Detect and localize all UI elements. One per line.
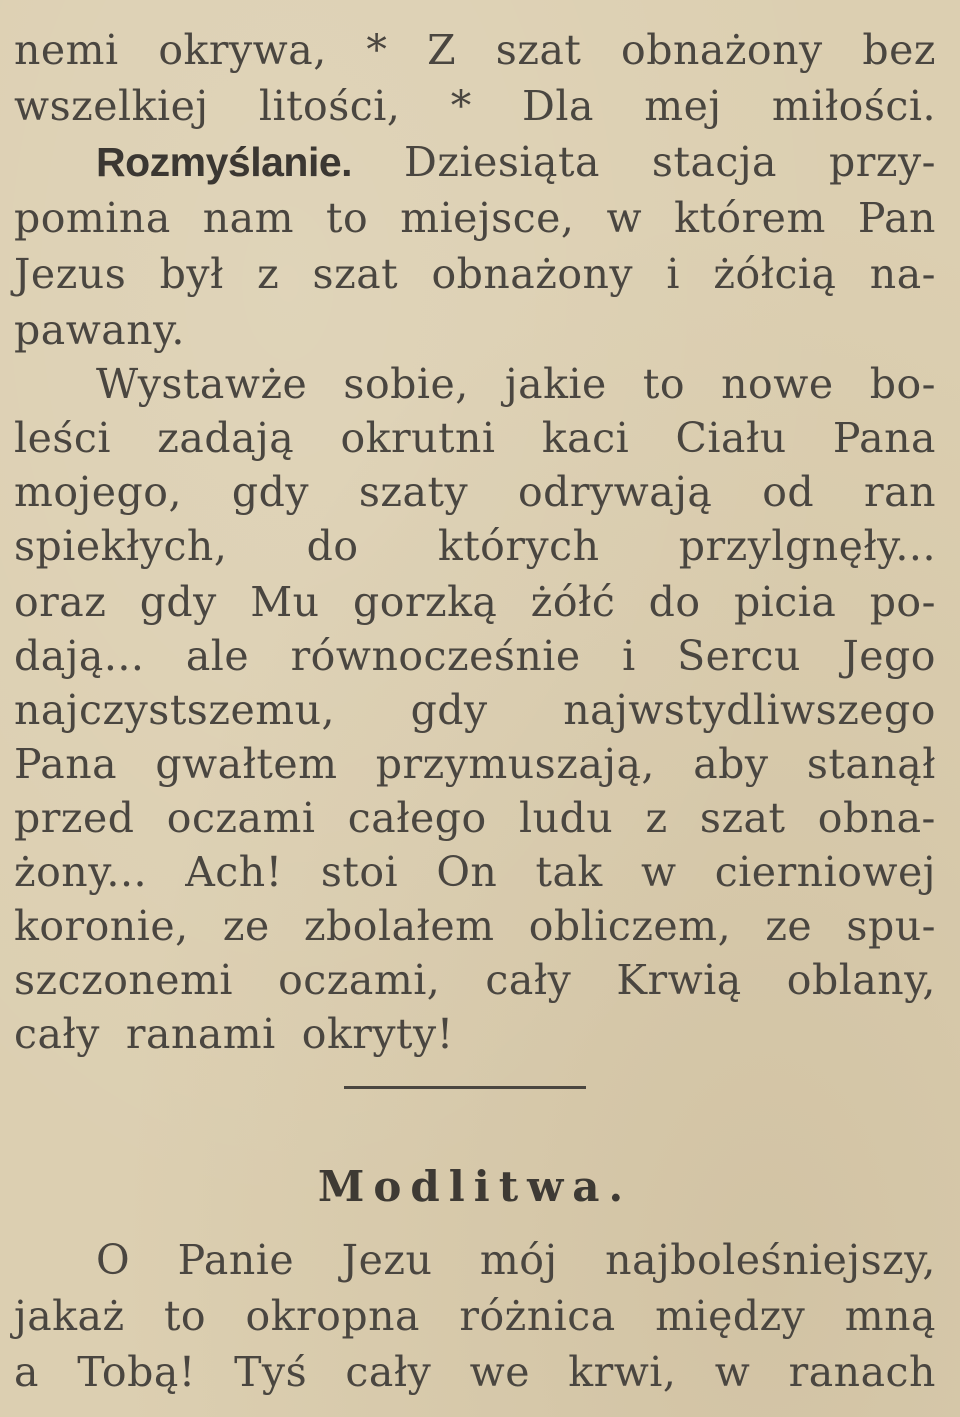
word: Krwią [616, 956, 742, 1004]
word: i [622, 632, 636, 680]
word: obnażony [621, 26, 823, 74]
word: między [655, 1292, 806, 1340]
word: gwałtem [155, 740, 338, 788]
word: pawany. [14, 306, 185, 354]
text-line [14, 78, 936, 134]
word: cały [14, 1010, 100, 1058]
word: oblany, [786, 956, 936, 1004]
text-line [14, 1288, 936, 1344]
word: mej [644, 82, 722, 130]
word: okrywa, [158, 26, 327, 74]
word: litości, [258, 82, 401, 130]
word: na- [869, 250, 936, 298]
word: kaci [541, 414, 630, 462]
text-line [14, 134, 936, 190]
text-line [14, 898, 936, 954]
word: Wystawże [96, 360, 308, 408]
word: Tyś [234, 1348, 308, 1396]
word: * [450, 82, 472, 130]
text-line [14, 736, 936, 792]
word: mój [479, 1236, 558, 1284]
word: leści [14, 414, 111, 462]
word: cały [485, 956, 572, 1004]
word: okryty! [301, 1010, 454, 1058]
text-line [14, 302, 936, 358]
word: nam [202, 194, 295, 242]
word: przymuszają, [375, 740, 655, 788]
word: gorzką [352, 578, 498, 626]
word: żółć [530, 578, 616, 626]
word: nemi [14, 26, 119, 74]
word: Pana [832, 414, 936, 462]
word: ze [222, 902, 270, 950]
word: przed [14, 794, 135, 842]
word: cały [345, 1348, 432, 1396]
word: mną [844, 1292, 936, 1340]
word: stacja [651, 138, 778, 186]
text-line [14, 518, 936, 574]
word: jakaż [14, 1292, 125, 1340]
text-line [14, 246, 936, 302]
text-line [14, 410, 936, 466]
word: Jezus [14, 250, 127, 298]
word: Pan [857, 194, 936, 242]
word: miejsce, [400, 194, 575, 242]
word: O [96, 1236, 131, 1284]
text-line [14, 22, 936, 78]
word: ranach [788, 1348, 936, 1396]
word: to [642, 360, 686, 408]
word: * [366, 26, 388, 74]
word: ranami [125, 1010, 276, 1058]
word: żółcią [713, 250, 837, 298]
word: gdy [231, 468, 310, 516]
word: obliczem, [528, 902, 732, 950]
word: ze [765, 902, 813, 950]
word: równocześnie [290, 632, 581, 680]
word: Tobą! [77, 1348, 196, 1396]
word: to [163, 1292, 207, 1340]
word: oraz [14, 578, 107, 626]
word: obnażony [431, 250, 634, 298]
word: Dziesiąta [404, 138, 600, 186]
text-line [14, 356, 936, 412]
word: bo- [869, 360, 936, 408]
word: krwi, [568, 1348, 677, 1396]
text-line [14, 682, 936, 738]
text-line [14, 952, 936, 1008]
word: stanął [806, 740, 936, 788]
text-line [14, 628, 936, 684]
word: gdy [410, 686, 488, 734]
word: Jego [842, 632, 936, 680]
word: tak [535, 848, 603, 896]
word: przylgnęły... [678, 522, 936, 570]
word: po- [869, 578, 936, 626]
word: do [648, 578, 701, 626]
word: od [762, 468, 815, 516]
word: Sercu [677, 632, 801, 680]
word: oczami, [278, 956, 441, 1004]
word: Jezu [341, 1236, 433, 1284]
text-line [14, 464, 936, 520]
word: we [469, 1348, 530, 1396]
word: Pana [14, 740, 118, 788]
word: zadają [157, 414, 295, 462]
word: bez [862, 26, 936, 74]
word: szaty [358, 468, 469, 516]
word: odrywają [517, 468, 713, 516]
word: najwstydliwszego [563, 686, 936, 734]
word: w [640, 848, 677, 896]
word: żony... [14, 848, 148, 896]
word: z [257, 250, 280, 298]
word: szat [312, 250, 399, 298]
word: najczystszemu, [14, 686, 336, 734]
word: spiekłych, [14, 522, 228, 570]
word: którem [674, 194, 826, 242]
word: okropna [245, 1292, 420, 1340]
word: picia [733, 578, 837, 626]
word: ran [864, 468, 936, 516]
prayer-heading: Modlitwa. [317, 1162, 633, 1211]
word: do [306, 522, 359, 570]
section-divider [344, 1086, 586, 1089]
word: On [436, 848, 498, 896]
text-line [14, 790, 936, 846]
word: Mu [250, 578, 320, 626]
word: w [606, 194, 643, 242]
word: których [437, 522, 600, 570]
word: miłości. [771, 82, 936, 130]
word: stoi [320, 848, 399, 896]
word: ludu [519, 794, 614, 842]
word: całego [347, 794, 487, 842]
text-line [14, 1344, 936, 1400]
word: spu- [846, 902, 936, 950]
word: okrutni [340, 414, 496, 462]
text-line [14, 1006, 936, 1062]
word: to [326, 194, 369, 242]
word: dają... [14, 632, 145, 680]
word: szat [495, 26, 582, 74]
text-line [14, 1232, 936, 1288]
word: Ciału [675, 414, 787, 462]
word: Panie [177, 1236, 295, 1284]
text-line [14, 190, 936, 246]
word: oczami [166, 794, 316, 842]
text-line [14, 574, 936, 630]
word: był [159, 250, 224, 298]
word: obna- [817, 794, 936, 842]
word: a [14, 1348, 39, 1396]
word: gdy [139, 578, 217, 626]
word: cierniowej [714, 848, 936, 896]
word: wszelkiej [14, 82, 209, 130]
meditation-label: Rozmyślanie. [96, 139, 353, 185]
word: pomina [14, 194, 171, 242]
word: szczonemi [14, 956, 234, 1004]
word: sobie, [343, 360, 469, 408]
word: i [666, 250, 681, 298]
word: ale [185, 632, 250, 680]
word: szat [699, 794, 786, 842]
word: nowe [721, 360, 834, 408]
word: koronie, [14, 902, 189, 950]
word: zbolałem [303, 902, 495, 950]
text-line [14, 844, 936, 900]
word: Dla [521, 82, 594, 130]
word: przy- [829, 138, 936, 186]
word: najboleśniejszy, [605, 1236, 936, 1284]
word: aby [693, 740, 769, 788]
word: mojego, [14, 468, 183, 516]
word: Ach! [185, 848, 283, 896]
word: Z [427, 26, 457, 74]
word: w [714, 1348, 751, 1396]
word: różnica [459, 1292, 616, 1340]
word: z [645, 794, 668, 842]
word: jakie [504, 360, 607, 408]
